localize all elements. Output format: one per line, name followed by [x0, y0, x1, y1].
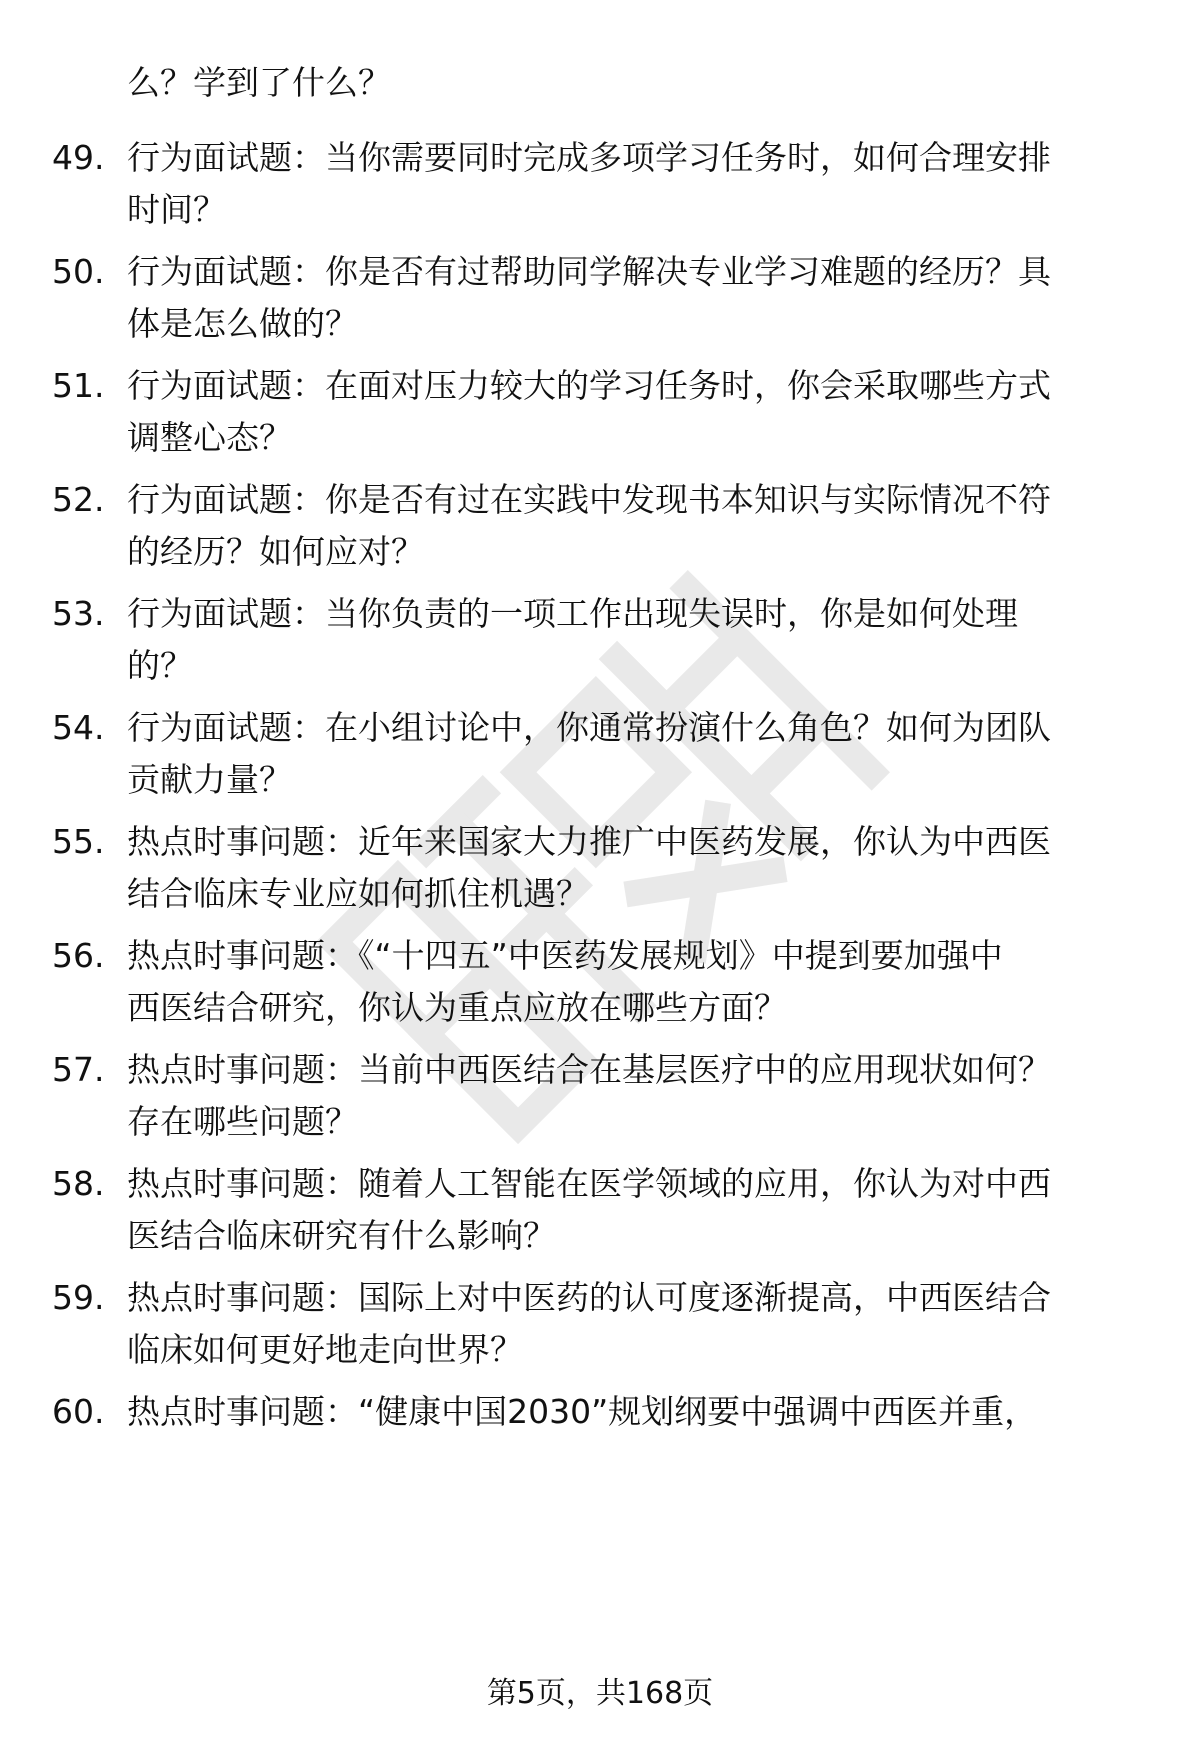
- question-number: 56.: [52, 936, 105, 975]
- question-text-line1: 行为面试题：你是否有过在实践中发现书本知识与实际情况不符: [127, 480, 1051, 519]
- question-text-line2: 临床如何更好地走向世界？: [127, 1330, 523, 1369]
- question-item: [0, 133, 1200, 243]
- question-text-line1: 热点时事问题：“健康中国2030”规划纲要中强调中西医并重，: [127, 1392, 1038, 1431]
- question-text-line1: 热点时事问题：国际上对中医药的认可度逐渐提高，中西医结合: [127, 1278, 1051, 1317]
- question-item: [0, 247, 1200, 357]
- question-text-line1: 行为面试题：当你需要同时完成多项学习任务时，如何合理安排: [127, 138, 1051, 177]
- continuation-text: 么？学到了什么？: [127, 63, 391, 102]
- question-item: [0, 931, 1200, 1041]
- question-text-line2: 贡献力量？: [127, 760, 292, 799]
- question-item: [0, 1273, 1200, 1383]
- question-item: [0, 589, 1200, 699]
- question-item: [0, 361, 1200, 471]
- question-text-line2: 结合临床专业应如何抓住机遇？: [127, 874, 589, 913]
- page-footer: 第5页，共168页: [486, 1676, 714, 1711]
- question-item: [0, 817, 1200, 927]
- question-text-line1: 热点时事问题：《“十四五”中医药发展规划》中提到要加强中: [127, 936, 1003, 975]
- question-item: [0, 1159, 1200, 1269]
- question-number: 58.: [52, 1164, 105, 1203]
- question-text-line2: 医结合临床研究有什么影响？: [127, 1216, 556, 1255]
- question-text-line1: 热点时事问题：当前中西医结合在基层医疗中的应用现状如何？: [127, 1050, 1051, 1089]
- question-number: 50.: [52, 252, 105, 291]
- question-number: 49.: [52, 138, 105, 177]
- question-number: 59.: [52, 1278, 105, 1317]
- question-text-line2: 调整心态？: [127, 418, 292, 457]
- question-text-line1: 行为面试题：在面对压力较大的学习任务时，你会采取哪些方式: [127, 366, 1051, 405]
- question-text-line2: 时间？: [127, 190, 226, 229]
- question-text-line2: 体是怎么做的？: [127, 304, 358, 343]
- question-text-line1: 热点时事问题：随着人工智能在医学领域的应用，你认为对中西: [127, 1164, 1051, 1203]
- question-number: 51.: [52, 366, 105, 405]
- question-number: 55.: [52, 822, 105, 861]
- question-item: [0, 703, 1200, 813]
- question-text-line1: 行为面试题：当你负责的一项工作出现失误时，你是如何处理: [127, 594, 1018, 633]
- question-text-line1: 行为面试题：你是否有过帮助同学解决专业学习难题的经历？具: [127, 252, 1051, 291]
- question-item: [0, 1045, 1200, 1155]
- question-text-line2: 存在哪些问题？: [127, 1102, 358, 1141]
- question-number: 57.: [52, 1050, 105, 1089]
- question-text-line1: 行为面试题：在小组讨论中，你通常扮演什么角色？如何为团队: [127, 708, 1051, 747]
- question-item: [0, 475, 1200, 585]
- question-number: 52.: [52, 480, 105, 519]
- question-item: [0, 1387, 1200, 1447]
- question-text-line2: 的？: [127, 646, 193, 685]
- question-text-line1: 热点时事问题：近年来国家大力推广中医药发展，你认为中西医: [127, 822, 1051, 861]
- question-number: 54.: [52, 708, 105, 747]
- question-number: 60.: [52, 1392, 105, 1431]
- question-text-line2: 西医结合研究，你认为重点应放在哪些方面？: [127, 988, 787, 1027]
- question-number: 53.: [52, 594, 105, 633]
- question-text-line2: 的经历？如何应对？: [127, 532, 424, 571]
